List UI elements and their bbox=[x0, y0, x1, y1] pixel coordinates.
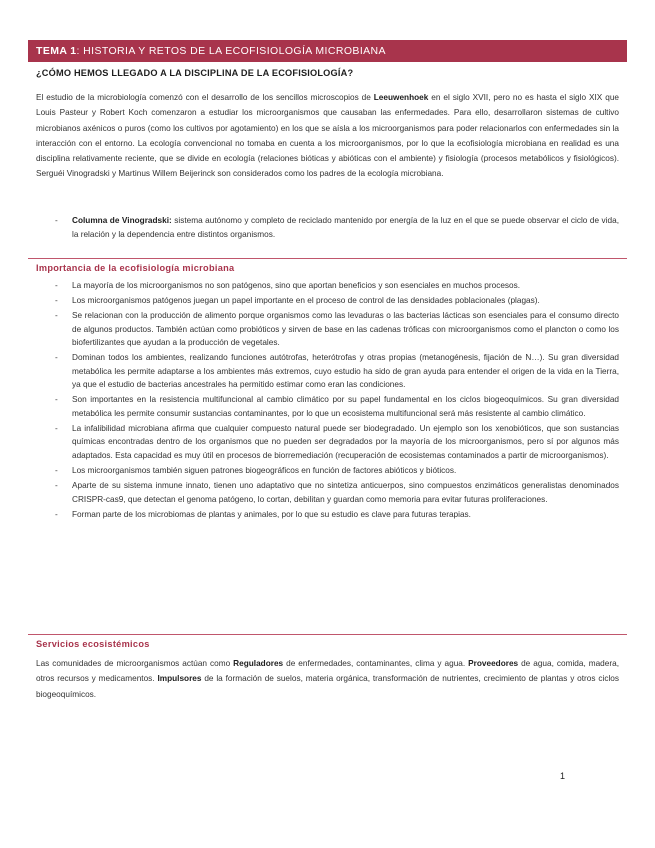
bullet-dash: - bbox=[55, 281, 58, 290]
list-item bbox=[36, 294, 619, 308]
bullet-dash: - bbox=[55, 466, 58, 476]
list-item bbox=[36, 279, 619, 293]
list-item-text: Forman parte de los microbiomas de plantas y animales, por lo que su estudio es clave para futuras terapias. bbox=[72, 509, 471, 519]
vinogradski-definition: sistema autónomo y completo de reciclado mantenido por energía de la luz en el que se puede observar el ciclo de vida, la relación y la dependencia entre distintos organismos. bbox=[72, 216, 619, 239]
bullet-dash: - bbox=[55, 216, 58, 225]
list-item-text: Dominan todos los ambientes, realizando funciones autótrofas, heterótrofas y otras propias (metanogénesis, fijación de N…). Su gran diversidad metabólica les permite adaptarse a los ambientes más extremos, cuyo estudio ha sido de gran ayuda para entender el origen de la vida en la Tierra, ya que el estudio de bacterias ancestrales ha permitido estimar como eran las condiciones. bbox=[72, 353, 619, 390]
list-item-text: La mayoría de los microorganismos no son patógenos, sino que aportan beneficios y son esenciales en muchos procesos. bbox=[72, 281, 521, 290]
list-item-text: Aparte de su sistema inmune innato, tienen uno adaptativo que no sintetiza anticuerpos, sino compuestos enzimáticos generalistas denominados CRISPR-cas9, que detectan el genoma patógeno, lo cortan, debilitan y guardan como memoria para evitar futuras proliferaciones. bbox=[72, 481, 619, 504]
servicios-text-4: de la formación de suelos, materia orgánica, transformación de nutrientes, crecimiento de plantas y otros ciclos biogeoquímicos. bbox=[36, 674, 619, 699]
list-item bbox=[36, 393, 619, 420]
vinogradski-list bbox=[36, 214, 619, 243]
list-item bbox=[36, 464, 619, 478]
list-item-text: Los microorganismos patógenos juegan un papel importante en el proceso de control de las densidades poblacionales (plagas). bbox=[72, 295, 540, 305]
servicios-text-1: Las comunidades de microorganismos actúan como bbox=[36, 659, 234, 668]
intro-bold-leeuwenhoek: Leeuwenhoek bbox=[373, 93, 429, 102]
list-item bbox=[36, 479, 619, 506]
importancia-list bbox=[36, 279, 619, 523]
page-number: 1 bbox=[560, 771, 566, 781]
bullet-dash: - bbox=[55, 481, 58, 491]
intro-text-2: en el siglo XVII, pero no es hasta el siglo XIX que Louis Pasteur y Robert Koch comenzaron a estudiar los microorganismos que causaban las enfermedades. Para ello, desarrollaron sistemas de cultivo microbianos axénicos o puros (como los cultivos por agotamiento) en los que se aísla a los microorganismos para poder relacionarlos con enfermedades sin la interacción con el entorno. La ecología convencional no tomaba en cuenta a los microorganismos, por lo que la ecofisiología microbiana en realidad es una disciplina relativamente reciente, que se divide en ecología (relaciones bióticas y abióticas con el ambiente) y fisiología (procesos metabólicos y fisiológicos). Serguéi Vinogradski y Martinus Willem Beijerinck son considerados como los padres de la ecología microbiana. bbox=[36, 93, 619, 179]
list-item bbox=[36, 351, 619, 392]
intro-text-1: El estudio de la microbiología comenzó con el desarrollo de los sencillos microscopios de bbox=[36, 93, 374, 102]
bullet-dash: - bbox=[55, 423, 58, 433]
intro-paragraph bbox=[36, 90, 619, 182]
servicios-text-2: de enfermedades, contaminantes, clima y agua. bbox=[283, 659, 469, 668]
bullet-dash: - bbox=[55, 295, 58, 305]
servicios-bold-impulsores: Impulsores bbox=[157, 674, 202, 684]
section-divider bbox=[28, 634, 627, 635]
topic-banner bbox=[28, 40, 627, 62]
bullet-dash: - bbox=[55, 353, 58, 363]
servicios-text-3: de agua, comida, madera, otros recursos y medicamentos. bbox=[36, 659, 619, 684]
servicios-bold-proveedores: Proveedores bbox=[468, 659, 519, 668]
servicios-title: Servicios ecosistémicos bbox=[36, 639, 150, 649]
topic-title: : HISTORIA Y RETOS DE LA ECOFISIOLOGÍA MICROBIANA bbox=[76, 45, 386, 57]
list-item-text: Son importantes en la resistencia multifuncional al cambio climático por su papel fundamental en los ciclos biogeoquímicos. Su gran diversidad metabólica les permite consumir sustancias contaminantes, por lo que un ecosistema multifuncional será más resistente al cambio climático. bbox=[72, 395, 619, 418]
bullet-dash: - bbox=[55, 310, 58, 320]
list-item bbox=[36, 214, 619, 241]
servicios-paragraph bbox=[36, 656, 619, 702]
list-item bbox=[36, 422, 619, 463]
list-item-text: Se relacionan con la producción de alimento porque organismos como las levaduras o las bacterias lácticas son esenciales para el consumo directo de algunos productos. También actúan como probióticos y sirven de base en las cadenas tróficas con microorganismos como el plancton o como los biofertilizantes que ayudan a la producción de vegetales. bbox=[72, 310, 619, 348]
section-divider bbox=[28, 258, 627, 259]
list-item bbox=[36, 508, 619, 522]
list-item bbox=[36, 309, 619, 350]
list-item-text: La infalibilidad microbiana afirma que cualquier compuesto natural puede ser biodegradado. Un ejemplo son los xenobióticos, que son sustancias químicas encontradas dentro de los organismos que no pueden ser degradados por la mayoría de los microorganismos, pero sí por algunos más adaptados. Esta capacidad es muy útil en procesos de biorremediación (recuperación de ecosistemas contaminados a partir de microorganismos). bbox=[72, 423, 619, 461]
list-item-text: Los microorganismos también siguen patrones biogeográficos en función de factores abióticos y bióticos. bbox=[72, 466, 457, 476]
servicios-bold-reguladores: Reguladores bbox=[233, 659, 284, 668]
section-heading: ¿CÓMO HEMOS LLEGADO A LA DISCIPLINA DE LA ECOFISIOLOGÍA? bbox=[36, 68, 354, 78]
bullet-dash: - bbox=[55, 509, 58, 519]
topic-label: TEMA 1 bbox=[36, 45, 77, 57]
importancia-title: Importancia de la ecofisiología microbiana bbox=[36, 263, 235, 273]
bullet-dash: - bbox=[55, 395, 58, 405]
vinogradski-term: Columna de Vinogradski: bbox=[72, 216, 172, 225]
